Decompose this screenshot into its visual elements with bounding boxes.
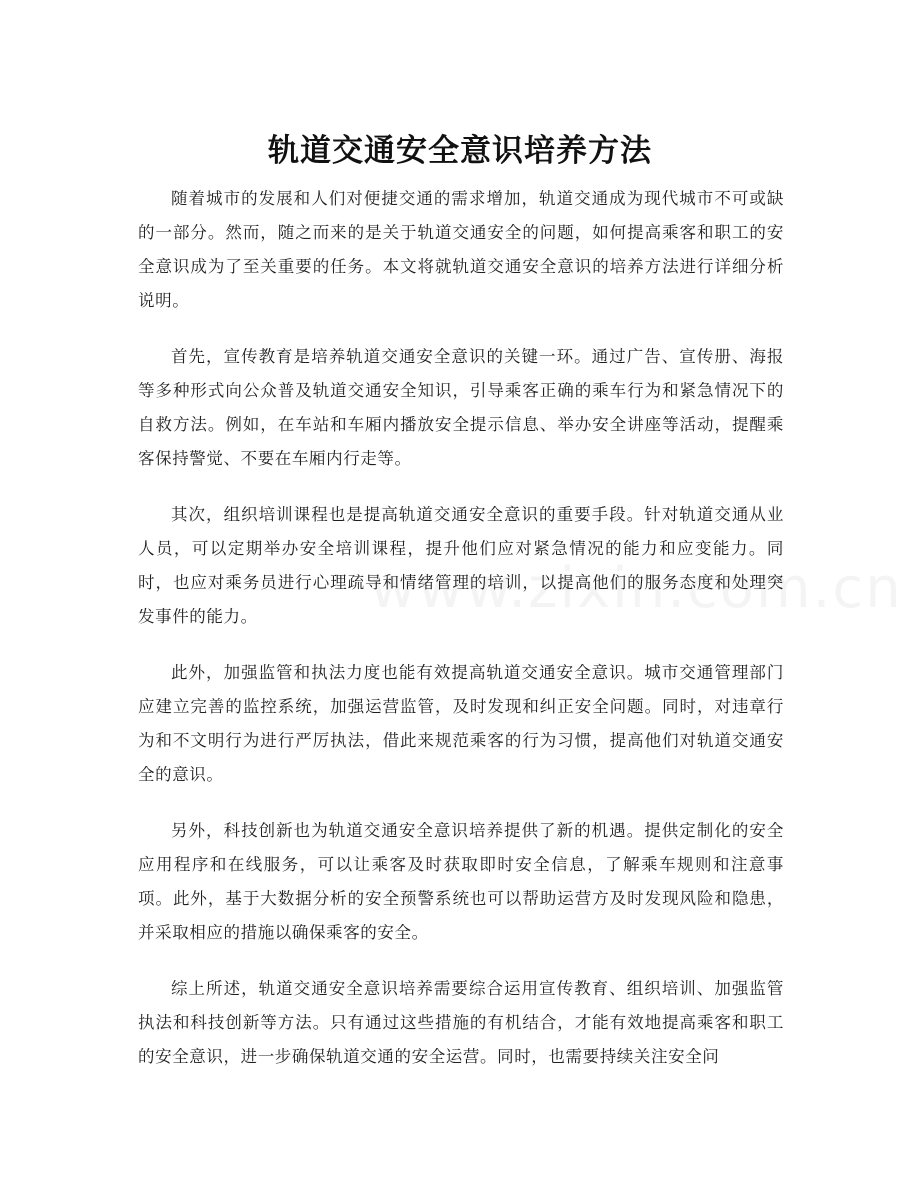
paragraph-2: 首先，宣传教育是培养轨道交通安全意识的关键一环。通过广告、宣传册、海报等多种形式向公众普及轨道交通安全知识，引导乘客正确的乘车行为和紧急情况下的自救方法。例如，在车站和车厢内播放安全提示信息、举办安全讲座等活动，提醒乘客保持警觉、不要在车厢内行走等。 bbox=[138, 347, 784, 468]
paragraph-4: 此外，加强监管和执法力度也能有效提高轨道交通安全意识。城市交通管理部门应建立完善的监控系统，加强运营监管，及时发现和纠正安全问题。同时，对违章行为和不文明行为进行严厉执法，借此来规范乘客的行为习惯，提高他们对轨道交通安全的意识。 bbox=[138, 663, 784, 784]
paragraph-3: 其次，组织培训课程也是提高轨道交通安全意识的重要手段。针对轨道交通从业人员，可以定期举办安全培训课程，提升他们应对紧急情况的能力和应变能力。同时，也应对乘务员进行心理疏导和情绪管理的培训，以提高他们的服务态度和处理突发事件的能力。 bbox=[138, 505, 784, 626]
document-body bbox=[138, 182, 784, 1096]
paragraph-5: 另外，科技创新也为轨道交通安全意识培养提供了新的机遇。提供定制化的安全应用程序和在线服务，可以让乘客及时获取即时安全信息，了解乘车规则和注意事项。此外，基于大数据分析的安全预警系统也可以帮助运营方及时发现风险和隐患，并采取相应的措施以确保乘客的安全。 bbox=[138, 821, 784, 942]
paragraph-1: 随着城市的发展和人们对便捷交通的需求增加，轨道交通成为现代城市不可或缺的一部分。然而，随之而来的是关于轨道交通安全的问题，如何提高乘客和职工的安全意识成为了至关重要的任务。本文将就轨道交通安全意识的培养方法进行详细分析说明。 bbox=[138, 189, 784, 310]
document-title: 轨道交通安全意识培养方法 bbox=[268, 132, 652, 169]
paragraph-6: 综上所述，轨道交通安全意识培养需要综合运用宣传教育、组织培训、加强监管执法和科技创新等方法。只有通过这些措施的有机结合，才能有效地提高乘客和职工的安全意识，进一步确保轨道交通的安全运营。同时，也需要持续关注安全问 bbox=[138, 979, 784, 1066]
